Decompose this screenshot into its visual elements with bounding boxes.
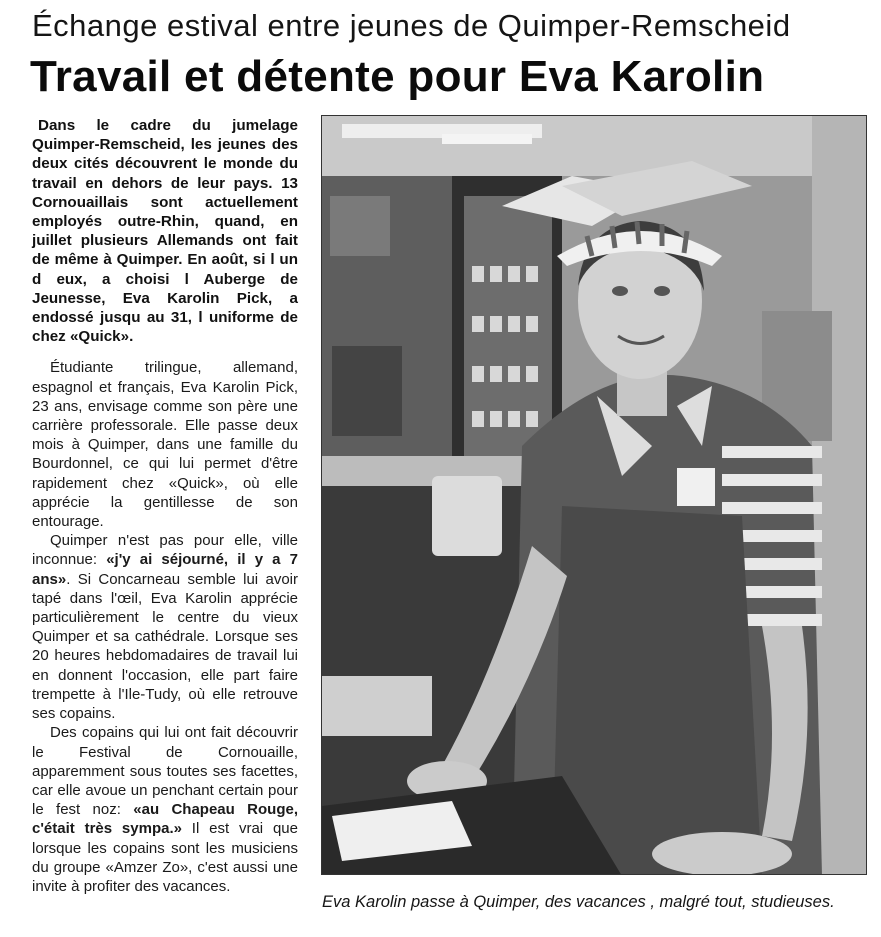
paragraph-3-text-a: Des copains qui lui ont fait découvrir le Festival de Cornouaille, apparemment sous toutes ses facettes, car elle avoue un penchant certain pour le fest noz: — [32, 724, 298, 819]
paragraph-2-quote: «j'y ai séjourné, il y a 7 ans» — [32, 551, 298, 588]
article-lead: Dans le cadre du jumelage Quimper-Remscheid, les jeunes des deux cités découvrent le monde du travail en dehors de leur pays. 13 Cornouaillais sont actuellement employés outre-Rhin, quand, en juillet plusieurs Allemands ont fait de même à Quimper. En août, si l un d eux, a choisi l Auberge de Jeunesse, Eva Karolin Pick, a endossé jusqu au 31, l uniforme de chez «Quick». — [32, 117, 298, 346]
article-photo — [321, 115, 867, 875]
paragraph-3-quote: «au Chapeau Rouge, c'était très sympa.» — [32, 801, 298, 838]
article-paragraph-1 — [32, 358, 298, 531]
paragraph-1-text: Étudiante trilingue, allemand, espagnol et français, Eva Karolin Pick, 23 ans, envisage comme son père une carrière professorale. Elle passe deux mois à Quimper, dans une famille du Bourdonnel, ce qui lui permet d'être rapidement chez «Quick», où elle apprécie la gentillesse de son entourage. — [32, 359, 298, 531]
photo-illustration — [322, 116, 867, 875]
article-paragraph-3 — [32, 723, 298, 896]
photo-caption: Eva Karolin passe à Quimper, des vacances , malgré tout, studieuses. — [322, 893, 835, 911]
paragraph-2-text-a: Quimper n'est pas pour elle, ville inconnue: — [32, 532, 298, 569]
article-paragraph-2 — [32, 531, 298, 723]
article-headline: Travail et détente pour Eva Karolin — [30, 52, 765, 101]
paragraph-3-text-b: Il est vrai que lorsque les copains sont les musiciens du groupe «Amzer Zo», c'est aussi une invite à profiter des vacances. — [32, 820, 298, 895]
article-kicker: Échange estival entre jeunes de Quimper-Remscheid — [32, 8, 791, 43]
article-text-column — [32, 116, 298, 896]
paragraph-2-text-b: . Si Concarneau semble lui avoir tapé dans l'œil, Eva Karolin apprécie particulièrement le centre du vieux Quimper et sa cathédrale. Lorsque ses 20 heures hebdomadaires de travail lui en donnent l'occasion, elle part faire trempette à l'Ile-Tudy, où elle retrouve ses copains. — [32, 570, 298, 723]
